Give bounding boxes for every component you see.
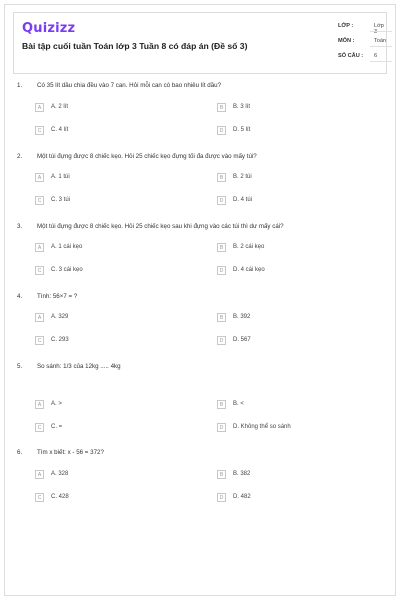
option-key-box: C xyxy=(35,336,44,345)
option-key-box: C xyxy=(35,493,44,502)
option-label: A. 2 lít xyxy=(51,104,69,110)
option-key-box: D xyxy=(217,266,226,275)
option-key-box: B xyxy=(217,173,226,182)
question-number: 2. xyxy=(17,153,23,160)
meta-divider xyxy=(370,61,392,62)
option-key-box: A xyxy=(35,313,44,322)
option-label: B. 382 xyxy=(233,471,251,477)
option-label: C. 293 xyxy=(51,337,69,343)
option-key-box: B xyxy=(217,243,226,252)
option-label: C. 3 cái kẹo xyxy=(51,267,83,273)
option-label: D. 5 lít xyxy=(233,127,251,133)
option-key-box: A xyxy=(35,400,44,409)
option-key-box: B xyxy=(217,103,226,112)
question-text: Có 35 lít dầu chia đều vào 7 can. Hỏi mỗi can có bao nhiêu lít dầu? xyxy=(37,82,222,89)
option-label: B. 2 cái kẹo xyxy=(233,244,265,250)
option-key-box: A xyxy=(35,470,44,479)
worksheet-title: Bài tập cuối tuần Toán lớp 3 Tuần 8 có đáp án (Đề số 3) xyxy=(22,41,248,51)
meta-value-class: Lớp 3 xyxy=(374,23,384,35)
meta-value-subject: Toán xyxy=(374,38,387,44)
question-text: Một túi đựng được 8 chiếc kẹo. Hỏi 25 chiếc kẹo sau khi đựng vào các túi thì dư mấy cái? xyxy=(37,223,284,230)
option-label: A. 329 xyxy=(51,314,69,320)
option-key-box: B xyxy=(217,400,226,409)
option-key-box: C xyxy=(35,423,44,432)
question-text: Một túi đựng được 8 chiếc kẹo. Hỏi 25 chiếc kẹo đựng tối đa được vào mấy túi? xyxy=(37,153,257,160)
option-label: D. 482 xyxy=(233,494,251,500)
question-number: 4. xyxy=(17,293,23,300)
option-label: B. < xyxy=(233,401,244,407)
meta-divider xyxy=(370,46,392,47)
question-text: Tính: 56×7 = ? xyxy=(37,293,78,300)
option-key-box: D xyxy=(217,423,226,432)
option-key-box: D xyxy=(217,336,226,345)
option-label: D. 4 cái kẹo xyxy=(233,267,265,273)
option-label: C. = xyxy=(51,424,63,430)
worksheet-header xyxy=(13,12,387,74)
meta-label-count: SỐ CÂU : xyxy=(338,53,364,59)
question-number: 6. xyxy=(17,449,23,456)
option-key-box: A xyxy=(35,103,44,112)
worksheet-page xyxy=(4,4,396,596)
option-label: B. 3 lít xyxy=(233,104,251,110)
option-label: A. 1 túi xyxy=(51,174,70,180)
question-text: Tìm x biết: x - 56 = 372? xyxy=(37,449,104,456)
option-label: D. 567 xyxy=(233,337,251,343)
option-key-box: C xyxy=(35,266,44,275)
quizizz-logo: Quizizz xyxy=(22,21,76,36)
question-number: 1. xyxy=(17,82,23,89)
option-key-box: D xyxy=(217,196,226,205)
option-label: A. > xyxy=(51,401,62,407)
option-label: C. 428 xyxy=(51,494,69,500)
option-key-box: D xyxy=(217,493,226,502)
option-label: D. 4 túi xyxy=(233,197,253,203)
meta-value-count: 6 xyxy=(374,53,378,59)
option-label: A. 1 cái kẹo xyxy=(51,244,83,250)
meta-divider xyxy=(370,31,392,32)
option-label: C. 3 túi xyxy=(51,197,71,203)
option-label: D. Không thể so sánh xyxy=(233,424,291,430)
option-key-box: C xyxy=(35,126,44,135)
option-label: C. 4 lít xyxy=(51,127,69,133)
option-label: B. 2 túi xyxy=(233,174,252,180)
option-key-box: D xyxy=(217,126,226,135)
meta-label-class: LỚP : xyxy=(338,23,354,29)
option-key-box: B xyxy=(217,470,226,479)
question-number: 3. xyxy=(17,223,23,230)
option-key-box: B xyxy=(217,313,226,322)
meta-label-subject: MÔN : xyxy=(338,38,355,44)
option-key-box: A xyxy=(35,243,44,252)
option-label: A. 328 xyxy=(51,471,69,477)
question-number: 5. xyxy=(17,363,23,370)
option-label: B. 392 xyxy=(233,314,251,320)
question-text: So sánh: 1/3 của 12kg ..... 4kg xyxy=(37,363,121,370)
option-key-box: A xyxy=(35,173,44,182)
option-key-box: C xyxy=(35,196,44,205)
